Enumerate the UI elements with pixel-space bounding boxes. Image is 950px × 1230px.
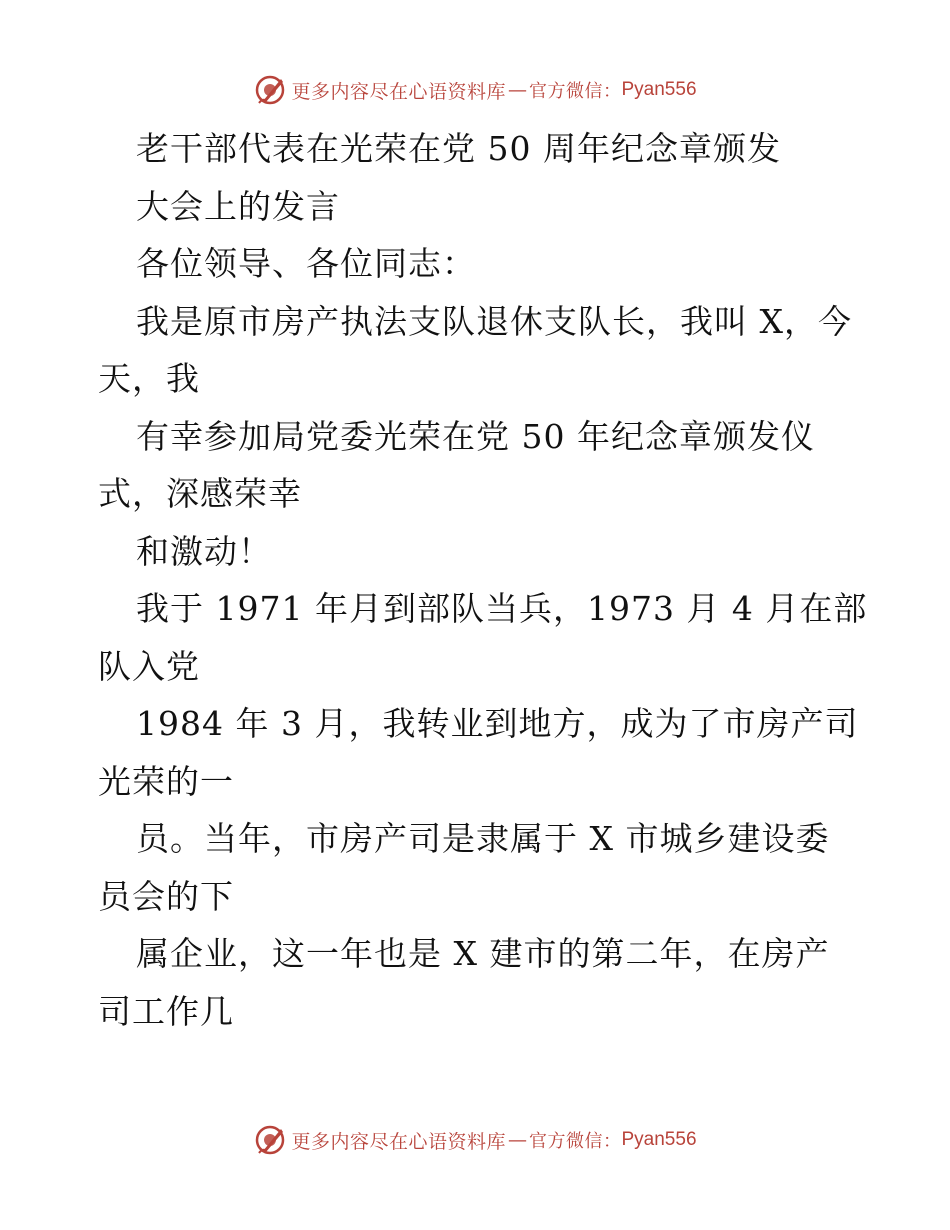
- paragraph-line: 天，我: [98, 359, 200, 398]
- paragraph-line: 式，深感荣幸: [98, 474, 302, 513]
- paragraph-line: 1984 年 3 月，我转业到地方，成为了市房产司: [136, 704, 859, 743]
- footer-wechat-label: 官方微信：: [529, 1131, 622, 1152]
- salutation: 各位领导、各位同志：: [136, 244, 476, 283]
- footer-banner: [0, 1120, 950, 1160]
- paragraph-line: 光荣的一: [98, 761, 234, 801]
- paragraph-line: 我于 1971 年月到部队当兵，1973 月 4 月在部: [136, 589, 868, 628]
- paragraph-line: 员会的下: [98, 876, 234, 916]
- paragraph-line: 司工作几: [98, 991, 234, 1031]
- paragraph-line: 队入党: [98, 646, 200, 686]
- footer-wechat-handle: Pyan556: [621, 1129, 697, 1150]
- paragraph-line: 我是原市房产执法支队退休支队长，我叫 X，今: [136, 301, 852, 341]
- feather-pen-logo-icon: [253, 1123, 287, 1157]
- paragraph-line: 有幸参加局党委光荣在党 50 年纪念章颁发仪: [136, 416, 815, 456]
- paragraph-line: 员。当年，市房产司是隶属于 X 市城乡建设委: [136, 819, 830, 858]
- title-line-2: 大会上的发言: [136, 186, 340, 226]
- header-site-text: 更多内容尽在心语资料库: [291, 80, 506, 103]
- footer-site-text: 更多内容尽在心语资料库: [291, 1130, 506, 1153]
- paragraph-line: 属企业，这一年也是 X 建市的第二年，在房产: [136, 934, 830, 973]
- header-separator: —: [508, 79, 527, 101]
- footer-separator: —: [508, 1129, 527, 1151]
- header-banner: [0, 70, 950, 110]
- header-wechat-label: 官方微信：: [529, 81, 622, 102]
- feather-pen-logo-icon: [253, 73, 287, 107]
- paragraph-line: 和激动！: [136, 531, 272, 571]
- title-line-1: 老干部代表在光荣在党 50 周年纪念章颁发: [136, 129, 781, 168]
- document-body: [98, 120, 868, 1040]
- header-wechat-handle: Pyan556: [621, 79, 697, 100]
